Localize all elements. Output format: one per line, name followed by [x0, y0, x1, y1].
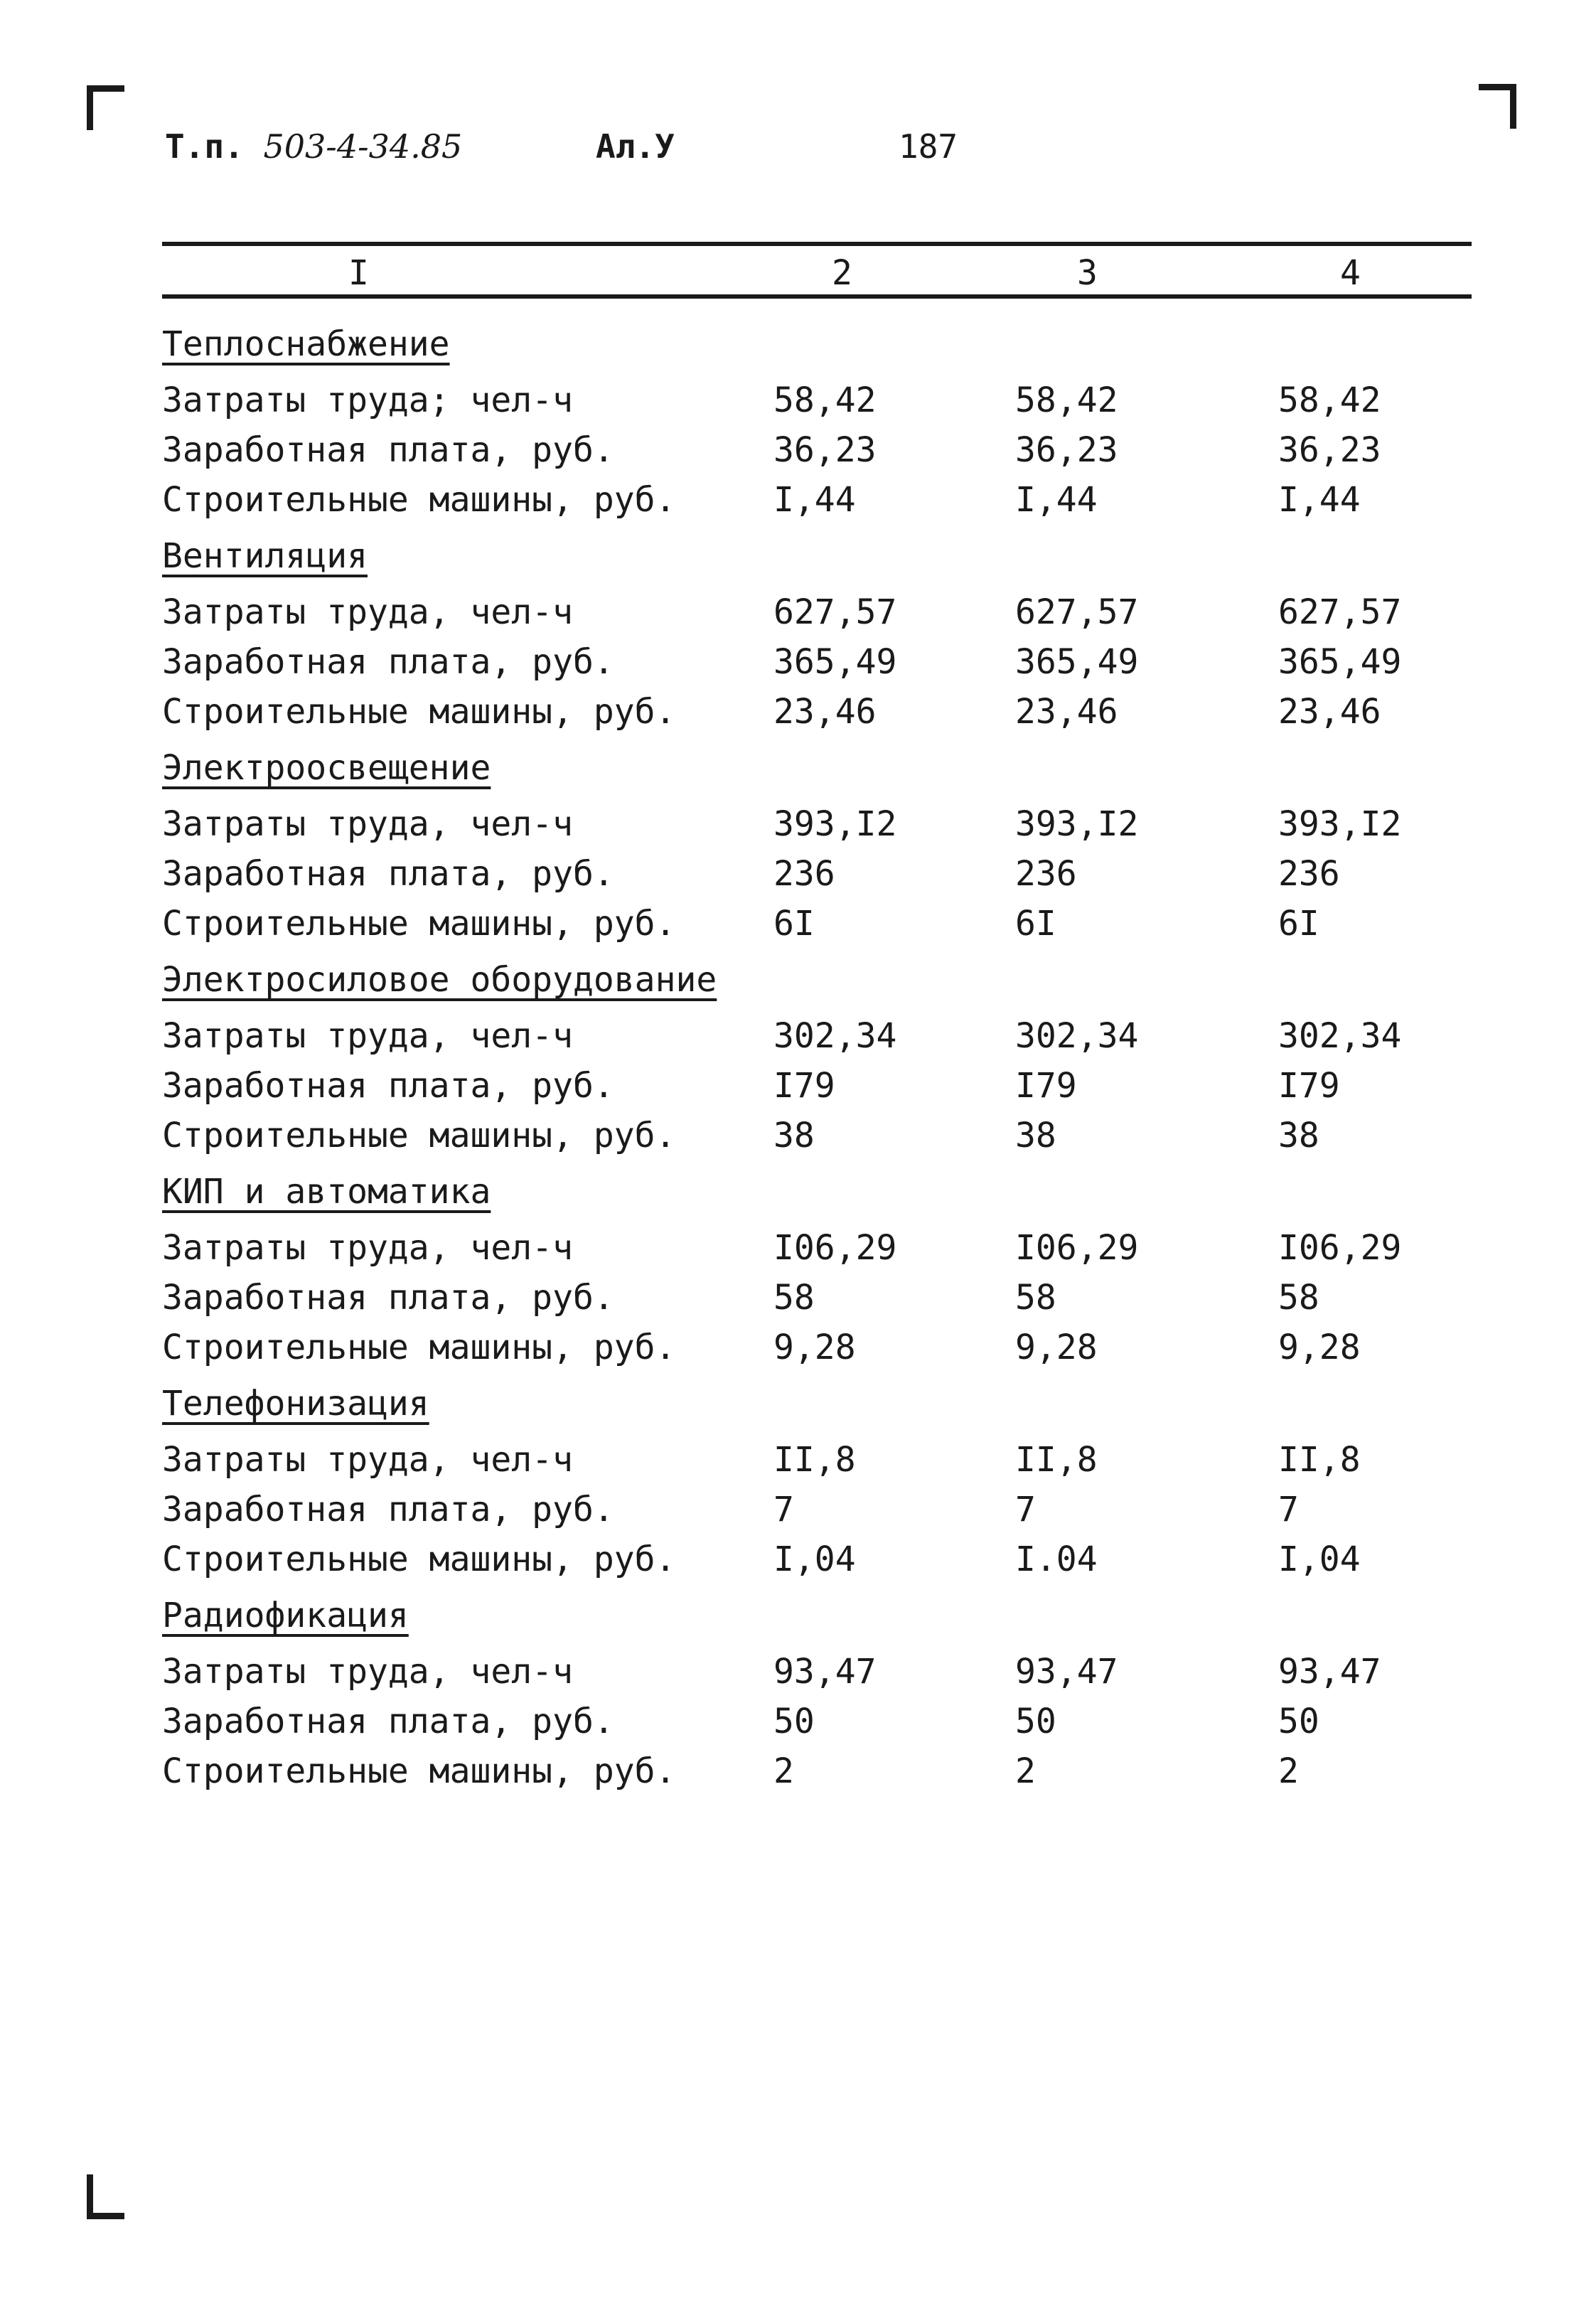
row-value-col-2: 365,49 — [773, 642, 897, 682]
row-value-col-3: 9,28 — [1015, 1328, 1098, 1367]
row-label: Затраты труда, чел-ч — [162, 804, 573, 844]
row-label: Затраты труда, чел-ч — [162, 1440, 573, 1480]
series-designation — [165, 125, 462, 168]
row-label: Затраты труда, чел-ч — [162, 1652, 573, 1692]
table-row — [162, 1746, 1472, 1796]
row-value-col-2: 236 — [773, 854, 835, 894]
row-value-col-4: I79 — [1278, 1066, 1340, 1106]
row-value-col-3: II,8 — [1015, 1440, 1098, 1480]
column-header-3: 3 — [1077, 253, 1098, 293]
row-value-col-4: 365,49 — [1278, 642, 1402, 682]
row-value-col-2: 627,57 — [773, 592, 897, 632]
corner-mark-top-left — [87, 85, 124, 130]
row-label: Строительные машины, руб. — [162, 1328, 676, 1367]
row-value-col-4: 50 — [1278, 1702, 1319, 1741]
row-value-col-2: I79 — [773, 1066, 835, 1106]
row-value-col-2: I06,29 — [773, 1228, 897, 1268]
row-value-col-2: 9,28 — [773, 1328, 856, 1367]
row-value-col-3: 50 — [1015, 1702, 1056, 1741]
row-value-col-3: 236 — [1015, 854, 1077, 894]
corner-mark-bottom-left — [87, 2174, 124, 2219]
row-value-col-4: 7 — [1278, 1490, 1299, 1529]
table-row — [162, 1111, 1472, 1160]
row-value-col-4: I,04 — [1278, 1539, 1361, 1579]
row-value-col-3: 58,42 — [1015, 380, 1118, 420]
table-section — [162, 1160, 1472, 1372]
row-value-col-4: 627,57 — [1278, 592, 1402, 632]
page-number: 187 — [899, 127, 958, 166]
section-title: Электроосвещение — [162, 748, 491, 788]
table-row — [162, 1647, 1472, 1697]
row-label: Строительные машины, руб. — [162, 480, 676, 520]
table-row — [162, 687, 1472, 737]
row-value-col-2: 6I — [773, 904, 815, 944]
row-label: Заработная плата, руб. — [162, 1702, 614, 1741]
table-row — [162, 1273, 1472, 1323]
row-value-col-2: I,04 — [773, 1539, 856, 1579]
row-value-col-4: 38 — [1278, 1116, 1319, 1155]
section-title: Вентиляция — [162, 536, 368, 576]
row-value-col-2: 36,23 — [773, 430, 877, 470]
row-value-col-3: I,44 — [1015, 480, 1098, 520]
row-value-col-2: 302,34 — [773, 1016, 897, 1056]
row-value-col-3: 93,47 — [1015, 1652, 1118, 1692]
section-title: КИП и автоматика — [162, 1172, 491, 1212]
row-value-col-4: I,44 — [1278, 480, 1361, 520]
row-value-col-4: 9,28 — [1278, 1328, 1361, 1367]
row-value-col-2: 50 — [773, 1702, 815, 1741]
row-value-col-4: 6I — [1278, 904, 1319, 944]
row-value-col-2: 393,I2 — [773, 804, 897, 844]
row-value-col-4: 393,I2 — [1278, 804, 1402, 844]
row-value-col-2: 58,42 — [773, 380, 877, 420]
row-label: Затраты труда; чел-ч — [162, 380, 573, 420]
section-title: Электросиловое оборудование — [162, 960, 717, 1000]
row-value-col-4: 58,42 — [1278, 380, 1381, 420]
row-value-col-3: 7 — [1015, 1490, 1036, 1529]
row-value-col-4: II,8 — [1278, 1440, 1361, 1480]
row-label: Заработная плата, руб. — [162, 854, 614, 894]
row-label: Заработная плата, руб. — [162, 430, 614, 470]
table-row — [162, 899, 1472, 949]
row-value-col-3: 627,57 — [1015, 592, 1139, 632]
row-value-col-3: I.04 — [1015, 1539, 1098, 1579]
row-label: Заработная плата, руб. — [162, 642, 614, 682]
row-label: Заработная плата, руб. — [162, 1066, 614, 1106]
table-row — [162, 1223, 1472, 1273]
row-value-col-4: 93,47 — [1278, 1652, 1381, 1692]
row-value-col-4: 302,34 — [1278, 1016, 1402, 1056]
row-value-col-4: 23,46 — [1278, 692, 1381, 732]
table-row — [162, 637, 1472, 687]
row-value-col-3: 365,49 — [1015, 642, 1139, 682]
row-label: Строительные машины, руб. — [162, 692, 676, 732]
row-value-col-2: 23,46 — [773, 692, 877, 732]
row-value-col-3: 6I — [1015, 904, 1056, 944]
row-value-col-4: 58 — [1278, 1278, 1319, 1318]
table-row — [162, 475, 1472, 525]
section-title: Телефонизация — [162, 1384, 429, 1424]
section-title: Теплоснабжение — [162, 324, 450, 364]
table-section — [162, 737, 1472, 949]
row-value-col-2: II,8 — [773, 1440, 856, 1480]
row-value-col-3: I06,29 — [1015, 1228, 1139, 1268]
column-header-4: 4 — [1340, 253, 1361, 293]
row-value-col-2: 58 — [773, 1278, 815, 1318]
series-prefix: Т.п. — [165, 127, 244, 166]
row-label: Затраты труда, чел-ч — [162, 1228, 573, 1268]
row-label: Затраты труда, чел-ч — [162, 592, 573, 632]
section-title: Радиофикация — [162, 1596, 409, 1635]
row-label: Строительные машины, руб. — [162, 904, 676, 944]
table-row — [162, 1435, 1472, 1485]
row-value-col-4: 2 — [1278, 1751, 1299, 1791]
row-value-col-3: 393,I2 — [1015, 804, 1139, 844]
table-row — [162, 1485, 1472, 1534]
row-value-col-3: I79 — [1015, 1066, 1077, 1106]
table-row — [162, 1697, 1472, 1746]
column-header-2: 2 — [832, 253, 852, 293]
table-row — [162, 849, 1472, 899]
series-number: 503-4-34.85 — [263, 127, 463, 166]
row-value-col-2: 7 — [773, 1490, 794, 1529]
row-value-col-3: 302,34 — [1015, 1016, 1139, 1056]
table-row — [162, 425, 1472, 475]
row-value-col-3: 36,23 — [1015, 430, 1118, 470]
row-value-col-4: 236 — [1278, 854, 1340, 894]
table-section — [162, 949, 1472, 1160]
table-row — [162, 587, 1472, 637]
row-value-col-3: 2 — [1015, 1751, 1036, 1791]
table-body — [162, 313, 1472, 1796]
row-value-col-2: I,44 — [773, 480, 856, 520]
table-header-rule — [162, 294, 1472, 299]
row-label: Затраты труда, чел-ч — [162, 1016, 573, 1056]
table-row — [162, 1534, 1472, 1584]
row-value-col-4: I06,29 — [1278, 1228, 1402, 1268]
row-label: Строительные машины, руб. — [162, 1539, 676, 1579]
table-section — [162, 1372, 1472, 1584]
table-section — [162, 525, 1472, 737]
row-label: Заработная плата, руб. — [162, 1490, 614, 1529]
table-section — [162, 313, 1472, 525]
table-row — [162, 1011, 1472, 1061]
corner-mark-top-right — [1479, 84, 1516, 129]
row-value-col-2: 38 — [773, 1116, 815, 1155]
row-label: Строительные машины, руб. — [162, 1116, 676, 1155]
row-label: Заработная плата, руб. — [162, 1278, 614, 1318]
table-row — [162, 799, 1472, 849]
row-value-col-3: 38 — [1015, 1116, 1056, 1155]
row-value-col-3: 23,46 — [1015, 692, 1118, 732]
table-section — [162, 1584, 1472, 1796]
column-header-1: I — [348, 253, 369, 293]
table-row — [162, 375, 1472, 425]
row-value-col-2: 93,47 — [773, 1652, 877, 1692]
table-top-rule — [162, 242, 1472, 246]
row-value-col-4: 36,23 — [1278, 430, 1381, 470]
table-row — [162, 1061, 1472, 1111]
row-label: Строительные машины, руб. — [162, 1751, 676, 1791]
row-value-col-3: 58 — [1015, 1278, 1056, 1318]
album-number: Ал.У — [596, 127, 675, 166]
table-row — [162, 1323, 1472, 1372]
row-value-col-2: 2 — [773, 1751, 794, 1791]
